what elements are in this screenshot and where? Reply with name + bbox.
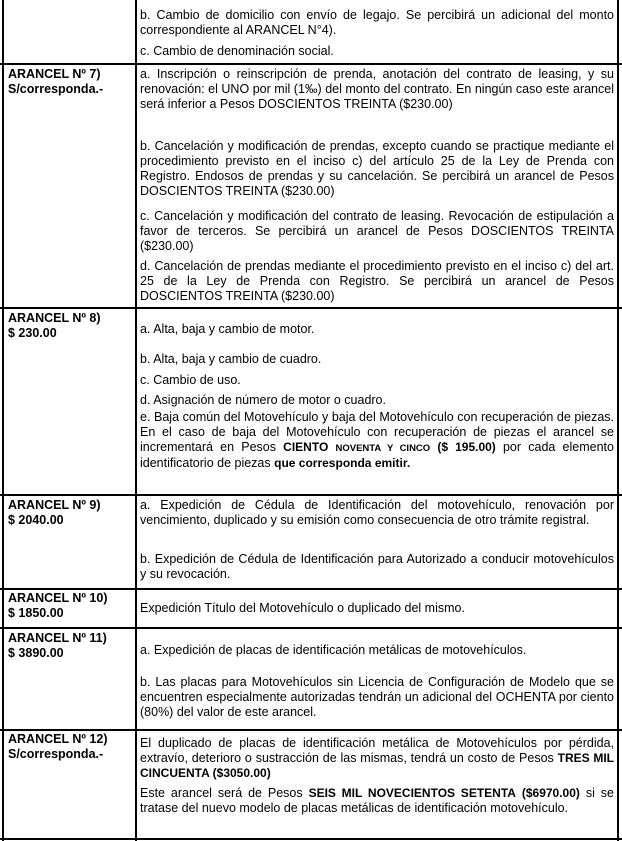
paragraph: b. Las placas para Motovehículos sin Licencia de Configuración de Modelo que se encuentren especialmente autorizadas tendrán un adicional del OCHENTA por ciento (80%) del valor de este arancel. <box>140 675 614 719</box>
arancel-amount: $ 3890.00 <box>8 646 64 660</box>
paragraph: b. Alta, baja y cambio de cuadro. <box>140 352 322 366</box>
bold-text: NOVENTA Y CINCO <box>335 443 431 454</box>
arancel-8-label <box>8 311 133 341</box>
row-divider <box>0 588 622 590</box>
paragraph: c. Cancelación y modificación del contrato de leasing. Revocación de estipulación a favor de terceros. Se percibirá un arancel de Pesos DOSCIENTOS TREINTA ($230.00) <box>140 209 614 253</box>
arancel-title: ARANCEL Nº 10) <box>8 591 108 605</box>
paragraph-text: e. Baja común del Motovehículo y baja del Motovehículo con recuperación de piezas. En el caso de baja del Motovehículo con recuperación de piezas el arancel se incrementará en Pesos <box>140 410 614 454</box>
paragraph: a. Expedición de Cédula de Identificación del motovehículo, renovación por vencimiento, duplicado y su emisión como consecuencia de otro trámite registral. <box>140 498 614 527</box>
paragraph: b. Cancelación y modificación de prendas, excepto cuando se practique mediante el procedimiento previsto en el inciso c) del artículo 25 de la Ley de Prenda con Registro. Endosos de prendas y su cancelación. Se percibirá un arancel de Pesos DOSCIENTOS TREINTA ($230.00) <box>140 139 614 198</box>
bold-text: ($ 195.00) <box>437 440 496 454</box>
arancel-11-label <box>8 631 133 661</box>
paragraph: c. Cambio de denominación social. <box>140 44 334 58</box>
table-bottom-border <box>0 838 622 840</box>
paragraph <box>140 736 614 781</box>
arancel-12-label <box>8 732 133 762</box>
arancel-title: ARANCEL Nº 8) <box>8 311 101 325</box>
arancel-title: ARANCEL Nº 12) <box>8 732 108 746</box>
arancel-amount: $ 2040.00 <box>8 513 64 527</box>
row-divider <box>0 494 622 496</box>
paragraph: b. Cambio de domicilio con envío de legajo. Se percibirá un adicional del monto correspondiente al ARANCEL N°4). <box>140 8 614 37</box>
arancel-amount: S/corresponda.- <box>8 82 104 96</box>
paragraph-text: Este arancel será de Pesos <box>140 786 303 800</box>
arancel-title: ARANCEL Nº 11) <box>8 631 107 645</box>
bold-text: CIENTO <box>283 440 329 454</box>
arancel-7-label <box>8 67 133 97</box>
arancel-amount: $ 1850.00 <box>8 606 64 620</box>
arancel-title: ARANCEL Nº 9) <box>8 498 101 512</box>
paragraph-text: por cada elemento identificatorio de piezas <box>140 440 614 470</box>
bold-text: SEIS MIL NOVECIENTOS SETENTA <box>308 786 516 800</box>
table-right-border <box>617 0 619 841</box>
paragraph: a. Expedición de placas de identificación metálicas de motovehículos. <box>140 643 527 657</box>
paragraph <box>140 786 614 816</box>
column-divider <box>135 0 137 841</box>
arancel-amount: S/corresponda.- <box>8 747 104 761</box>
row-divider <box>0 627 622 629</box>
arancel-9-label <box>8 498 133 528</box>
paragraph: b. Expedición de Cédula de Identificación para Autorizado a conducir motovehículos y su revocación. <box>140 552 614 581</box>
paragraph: c. Cambio de uso. <box>140 373 241 387</box>
row-divider <box>0 729 622 731</box>
paragraph-text: si se tratase del nuevo modelo de placas metálicas de identificación motovehículo. <box>140 786 614 815</box>
paragraph <box>140 410 614 471</box>
paragraph: a. Inscripción o reinscripción de prenda, anotación del contrato de leasing, y su renovación: el UNO por mil (1‰) del monto del contrato. En ningún caso este arancel será inferior a Pesos DOSCIENTOS TREINTA ($230.00) <box>140 67 614 111</box>
paragraph: d. Asignación de número de motor o cuadro. <box>140 393 386 407</box>
bold-text: TRES MIL CINCUENTA ($3050.00) <box>140 751 614 780</box>
table-left-border <box>2 0 4 841</box>
row-divider <box>0 307 622 309</box>
paragraph: d. Cancelación de prendas mediante el procedimiento previsto en el inciso c) del art. 25 de la Ley de Prenda con Registro. Se percibirá un arancel de Pesos DOSCIENTOS TREINTA ($230.00) <box>140 259 614 303</box>
row-divider <box>0 63 622 65</box>
bold-text: ($6970.00) <box>521 786 580 800</box>
arancel-amount: $ 230.00 <box>8 326 57 340</box>
paragraph-text: El duplicado de placas de identificación metálica de Motovehículos por pérdida, extravío, deterioro o sustracción de las mismas, tendrá un costo de Pesos <box>140 736 614 765</box>
paragraph: Expedición Título del Motovehículo o duplicado del mismo. <box>140 601 465 615</box>
arancel-10-label <box>8 591 133 621</box>
arancel-title: ARANCEL Nº 7) <box>8 67 101 81</box>
bold-text: que corresponda emitir. <box>274 456 411 470</box>
paragraph: a. Alta, baja y cambio de motor. <box>140 322 315 336</box>
